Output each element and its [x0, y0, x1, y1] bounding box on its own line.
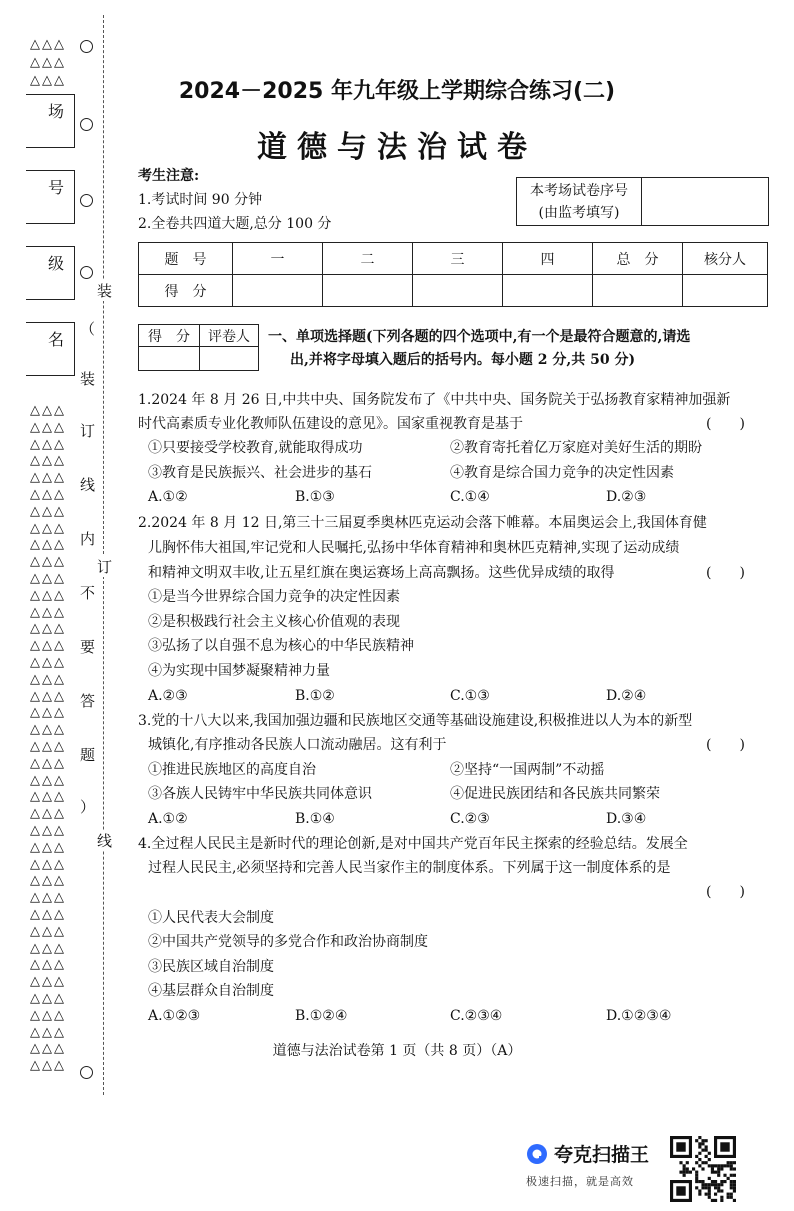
qr-module	[705, 1155, 708, 1158]
qr-module	[720, 1196, 723, 1199]
triangle-marks: △△△	[30, 789, 66, 805]
option-text: ③弘扬了以自强不息为核心的中华民族精神	[148, 638, 414, 654]
triangle-marks: △△△	[30, 671, 66, 687]
score-row-label: 得 分	[139, 275, 233, 307]
qr-module	[705, 1145, 708, 1148]
choice-a: A.①②	[148, 489, 188, 505]
qr-module	[733, 1189, 736, 1192]
triangle-marks: △△△	[30, 604, 66, 620]
qr-module	[711, 1199, 714, 1202]
qr-module	[717, 1186, 720, 1189]
qr-module	[698, 1158, 701, 1161]
binding-hole-icon	[80, 266, 93, 279]
grader-score-cell[interactable]	[139, 347, 200, 371]
triangle-marks: △△△	[30, 806, 66, 822]
qr-module	[723, 1174, 726, 1177]
qr-module	[714, 1180, 717, 1183]
binding-hole-icon	[80, 1066, 93, 1079]
triangle-marks: △△△	[30, 37, 66, 52]
serial-input[interactable]	[642, 178, 769, 226]
qr-module	[730, 1161, 733, 1164]
qr-module	[705, 1161, 708, 1164]
margin-text: 答	[80, 692, 96, 710]
scanner-watermark	[526, 1140, 649, 1189]
qr-module	[730, 1174, 733, 1177]
qr-module	[701, 1186, 704, 1189]
score-header: 四	[503, 243, 593, 275]
qr-module	[708, 1177, 711, 1180]
option-text: ①人民代表大会制度	[148, 910, 274, 926]
qr-module	[695, 1180, 698, 1183]
qr-module	[733, 1183, 736, 1186]
binding-dashed-line	[103, 15, 105, 1095]
choice-b: B.①③	[295, 489, 335, 505]
qr-module	[705, 1139, 708, 1142]
qr-module	[717, 1171, 720, 1174]
qr-module	[727, 1193, 730, 1196]
triangle-marks: △△△	[30, 772, 66, 788]
option-text: ④促进民族团结和各民族共同繁荣	[450, 786, 660, 802]
qr-module	[733, 1167, 736, 1170]
option-text: ③各族人民铸牢中华民族共同体意识	[148, 786, 372, 802]
question-text: 城镇化,有序推动各民族人口流动融居。这有利于	[148, 737, 447, 753]
class-field[interactable]: 级	[26, 246, 75, 300]
qr-module	[714, 1171, 717, 1174]
qr-module	[708, 1193, 711, 1196]
triangle-marks: △△△	[30, 621, 66, 637]
option-text: ③民族区域自治制度	[148, 959, 274, 975]
qr-module	[698, 1180, 701, 1183]
qr-module	[714, 1183, 717, 1186]
qr-module	[708, 1158, 711, 1161]
qr-module	[720, 1164, 723, 1167]
margin-text: 题	[80, 746, 96, 764]
margin-text: 要	[80, 638, 96, 656]
choice-a: A.②③	[148, 688, 188, 704]
qr-module	[720, 1180, 723, 1183]
qr-module	[711, 1180, 714, 1183]
qr-module	[717, 1174, 720, 1177]
option-text: ④教育是综合国力竞争的决定性因素	[450, 465, 674, 481]
qr-module	[717, 1183, 720, 1186]
option-text: ④基层群众自治制度	[148, 983, 274, 999]
choice-b: B.①②④	[295, 1008, 348, 1024]
qr-module	[714, 1193, 717, 1196]
score-header: 一	[233, 243, 323, 275]
triangle-marks: △△△	[30, 73, 66, 88]
triangle-marks: △△△	[30, 940, 66, 956]
qr-module	[708, 1164, 711, 1167]
qr-module	[695, 1171, 698, 1174]
qr-module	[695, 1174, 698, 1177]
serial-label: 本考场试卷序号	[530, 182, 628, 199]
qr-module	[733, 1180, 736, 1183]
qr-module	[698, 1145, 701, 1148]
triangle-marks: △△△	[30, 705, 66, 721]
qr-module	[686, 1171, 689, 1174]
answer-bracket[interactable]: ( )	[706, 737, 745, 753]
qr-module	[708, 1152, 711, 1155]
triangle-marks: △△△	[30, 974, 66, 990]
triangle-marks: △△△	[30, 957, 66, 973]
qr-module	[733, 1161, 736, 1164]
option-text: ③教育是民族振兴、社会进步的基石	[148, 465, 372, 481]
margin-text: （	[80, 320, 96, 338]
page-footer: 道德与法治试卷第 1 页（共 8 页）（A）	[272, 1043, 522, 1059]
score-cell[interactable]	[683, 275, 768, 307]
binding-label: 装	[97, 282, 113, 300]
score-cell[interactable]	[323, 275, 413, 307]
choice-a: A.①②	[148, 811, 188, 827]
binding-hole-icon	[80, 40, 93, 53]
score-header: 题 号	[139, 243, 233, 275]
qr-finder	[676, 1142, 685, 1151]
score-cell[interactable]	[503, 275, 593, 307]
option-text: ②中国共产党领导的多党合作和政治协商制度	[148, 934, 428, 950]
brand-slogan: 极速扫描，就是高效	[526, 1175, 634, 1188]
question-text: 儿胸怀伟大祖国,牢记党和人民嘱托,弘扬中华体育精神和奥林匹克精神,实现了运动成绩	[148, 540, 680, 556]
qr-module	[717, 1189, 720, 1192]
triangle-marks: △△△	[30, 856, 66, 872]
question-text: 3.党的十八大以来,我国加强边疆和民族地区交通等基础设施建设,积极推进以人为本的新型	[138, 713, 693, 729]
triangle-marks: △△△	[30, 571, 66, 586]
triangle-marks: △△△	[30, 55, 66, 70]
qr-module	[714, 1164, 717, 1167]
qr-module	[705, 1183, 708, 1186]
triangle-marks: △△△	[30, 403, 66, 418]
question-text: 4.全过程人民民主是新时代的理论创新,是对中国共产党百年民主探索的经验总结。发展全	[138, 836, 688, 852]
score-header: 核分人	[683, 243, 768, 275]
qr-module	[717, 1164, 720, 1167]
qr-module	[695, 1139, 698, 1142]
qr-module	[720, 1167, 723, 1170]
triangle-marks: △△△	[30, 991, 66, 1006]
question-text: 2.2024 年 8 月 12 日,第三十三届夏季奥林匹克运动会落下帷幕。本届奥运会上,我国体育健	[138, 515, 707, 531]
margin-text: 线	[80, 476, 96, 494]
qr-module	[730, 1193, 733, 1196]
option-text: ②是积极践行社会主义核心价值观的表现	[148, 614, 400, 630]
triangle-marks: △△△	[30, 520, 66, 536]
qr-module	[723, 1180, 726, 1183]
qr-module	[705, 1186, 708, 1189]
qr-module	[686, 1167, 689, 1170]
exam-title: 2024－2025 年九年级上学期综合练习(二)	[178, 79, 616, 104]
margin-text: 装	[80, 370, 96, 388]
margin-text: 不	[80, 584, 96, 602]
qr-module	[708, 1186, 711, 1189]
option-text: ①是当今世界综合国力竞争的决定性因素	[148, 589, 400, 605]
question-text: 过程人民民主,必须坚持和完善人民当家作主的制度体系。下列属于这一制度体系的是	[148, 860, 671, 876]
triangle-marks: △△△	[30, 487, 66, 502]
exam-room-field[interactable]: 场	[26, 94, 75, 148]
score-table	[138, 242, 768, 307]
grader-label: 评卷人	[200, 325, 259, 347]
notice-heading: 考生注意:	[138, 168, 200, 184]
qr-module	[733, 1199, 736, 1202]
qr-module	[695, 1161, 698, 1164]
choice-c: C.①③	[450, 688, 490, 704]
option-text: ④为实现中国梦凝聚精神力量	[148, 663, 330, 679]
triangle-marks: △△△	[30, 587, 66, 603]
qr-module	[708, 1189, 711, 1192]
qr-module	[698, 1136, 701, 1139]
triangle-marks: △△△	[30, 537, 66, 553]
grader-label: 得 分	[139, 325, 200, 347]
qr-module	[730, 1180, 733, 1183]
triangle-marks: △△△	[30, 655, 66, 670]
qr-code-icon[interactable]	[670, 1136, 736, 1202]
qr-module	[730, 1183, 733, 1186]
qr-module	[701, 1161, 704, 1164]
qr-module	[701, 1180, 704, 1183]
option-text: ②教育寄托着亿万家庭对美好生活的期盼	[450, 440, 702, 456]
choice-c: C.②③④	[450, 1008, 503, 1024]
qr-module	[683, 1164, 686, 1167]
qr-module	[711, 1171, 714, 1174]
qr-module	[698, 1142, 701, 1145]
score-cell[interactable]	[593, 275, 683, 307]
qr-module	[720, 1199, 723, 1202]
answer-bracket[interactable]: ( )	[706, 884, 745, 900]
score-cell[interactable]	[233, 275, 323, 307]
qr-module	[683, 1171, 686, 1174]
grader-sign-cell[interactable]	[200, 347, 259, 371]
option-text: ①只要接受学校教育,就能取得成功	[148, 440, 363, 456]
choice-d: D.③④	[606, 811, 647, 827]
qr-module	[711, 1164, 714, 1167]
qr-module	[679, 1161, 682, 1164]
triangle-marks: △△△	[30, 503, 66, 519]
qr-module	[705, 1149, 708, 1152]
scanner-logo-icon	[526, 1143, 548, 1165]
triangle-marks: △△△	[30, 755, 66, 771]
choice-d: D.①②③④	[606, 1008, 672, 1024]
triangle-marks: △△△	[30, 823, 66, 838]
qr-module	[701, 1167, 704, 1170]
question-text: 和精神文明双丰收,让五星红旗在奥运赛场上高高飘扬。这些优异成绩的取得	[148, 565, 615, 581]
triangle-marks: △△△	[30, 839, 66, 855]
option-text: ②坚持“一国两制”不动摇	[450, 762, 605, 778]
qr-module	[692, 1167, 695, 1170]
triangle-marks: △△△	[30, 638, 66, 654]
qr-module	[701, 1149, 704, 1152]
triangle-marks: △△△	[30, 739, 66, 754]
triangle-marks: △△△	[30, 688, 66, 704]
score-cell[interactable]	[413, 275, 503, 307]
grader-box	[138, 324, 259, 371]
triangle-marks: △△△	[30, 873, 66, 889]
choice-d: D.②④	[606, 688, 647, 704]
qr-module	[711, 1183, 714, 1186]
score-header: 三	[413, 243, 503, 275]
qr-module	[698, 1152, 701, 1155]
binding-label: 订	[97, 558, 113, 576]
qr-module	[714, 1186, 717, 1189]
question-text: 时代高素质专业化教师队伍建设的意见》。国家重视教育是基于	[138, 416, 523, 432]
margin-text: 内	[80, 530, 96, 548]
score-header: 二	[323, 243, 413, 275]
qr-module	[733, 1186, 736, 1189]
qr-module	[689, 1171, 692, 1174]
qr-module	[714, 1199, 717, 1202]
triangle-marks: △△△	[30, 923, 66, 939]
choice-a: A.①②③	[148, 1008, 201, 1024]
qr-finder	[720, 1142, 729, 1151]
qr-module	[711, 1167, 714, 1170]
choice-d: D.②③	[606, 489, 647, 505]
qr-finder	[676, 1186, 685, 1195]
answer-bracket[interactable]: ( )	[706, 565, 745, 581]
choice-b: B.①②	[295, 688, 335, 704]
triangle-marks: △△△	[30, 554, 66, 570]
qr-module	[705, 1193, 708, 1196]
choice-c: C.①④	[450, 489, 490, 505]
qr-module	[727, 1161, 730, 1164]
section-instruction: 一、单项选择题(下列各题的四个选项中,有一个是最符合题意的,请选	[268, 329, 691, 345]
qr-module	[730, 1186, 733, 1189]
score-header: 总 分	[593, 243, 683, 275]
notice-item: 2.全卷共四道大题,总分 100 分	[138, 216, 332, 232]
qr-module	[701, 1183, 704, 1186]
triangle-marks: △△△	[30, 1007, 66, 1023]
qr-module	[708, 1183, 711, 1186]
qr-module	[698, 1193, 701, 1196]
subject-title: 道德与法治试卷	[257, 130, 537, 165]
triangle-marks: △△△	[30, 1024, 66, 1040]
option-text: ①推进民族地区的高度自治	[148, 762, 316, 778]
qr-module	[698, 1189, 701, 1192]
qr-module	[683, 1174, 686, 1177]
binding-label: 线	[97, 832, 113, 850]
margin-text: 订	[80, 422, 96, 440]
qr-module	[695, 1155, 698, 1158]
triangle-marks: △△△	[30, 470, 66, 486]
margin-text: ）	[80, 798, 96, 816]
qr-module	[679, 1171, 682, 1174]
notice-item: 1.考试时间 90 分钟	[138, 192, 263, 208]
brand-name: 夸克扫描王	[554, 1144, 650, 1166]
binding-hole-icon	[80, 194, 93, 207]
name-field[interactable]: 名	[26, 322, 75, 376]
section-instruction: 出,并将字母填入题后的括号内。每小题 2 分,共 50 分)	[290, 352, 636, 368]
choice-c: C.②③	[450, 811, 490, 827]
qr-module	[708, 1196, 711, 1199]
qr-module	[730, 1196, 733, 1199]
triangle-marks: △△△	[30, 722, 66, 738]
qr-module	[717, 1167, 720, 1170]
qr-module	[727, 1177, 730, 1180]
qr-module	[733, 1174, 736, 1177]
qr-module	[695, 1186, 698, 1189]
triangle-marks: △△△	[30, 419, 66, 435]
serial-sublabel: (由监考填写)	[538, 204, 620, 221]
triangle-marks: △△△	[30, 1058, 66, 1074]
triangle-marks: △△△	[30, 907, 66, 922]
triangle-marks: △△△	[30, 453, 66, 469]
qr-module	[727, 1196, 730, 1199]
qr-module	[730, 1164, 733, 1167]
serial-number-box	[516, 177, 769, 226]
answer-bracket[interactable]: ( )	[706, 416, 745, 432]
seat-number-field[interactable]: 号	[26, 170, 75, 224]
question-text: 1.2024 年 8 月 26 日,中共中央、国务院发布了《中共中央、国务院关于弘扬教育家精神加强新	[138, 392, 731, 408]
qr-module	[720, 1189, 723, 1192]
qr-module	[723, 1164, 726, 1167]
triangle-marks: △△△	[30, 436, 66, 452]
qr-module	[720, 1183, 723, 1186]
triangle-marks: △△△	[30, 1041, 66, 1057]
qr-module	[701, 1139, 704, 1142]
qr-module	[730, 1167, 733, 1170]
qr-module	[727, 1164, 730, 1167]
triangle-marks: △△△	[30, 890, 66, 906]
qr-module	[695, 1177, 698, 1180]
qr-module	[686, 1161, 689, 1164]
choice-b: B.①④	[295, 811, 335, 827]
qr-module	[701, 1142, 704, 1145]
qr-module	[683, 1167, 686, 1170]
qr-module	[698, 1164, 701, 1167]
